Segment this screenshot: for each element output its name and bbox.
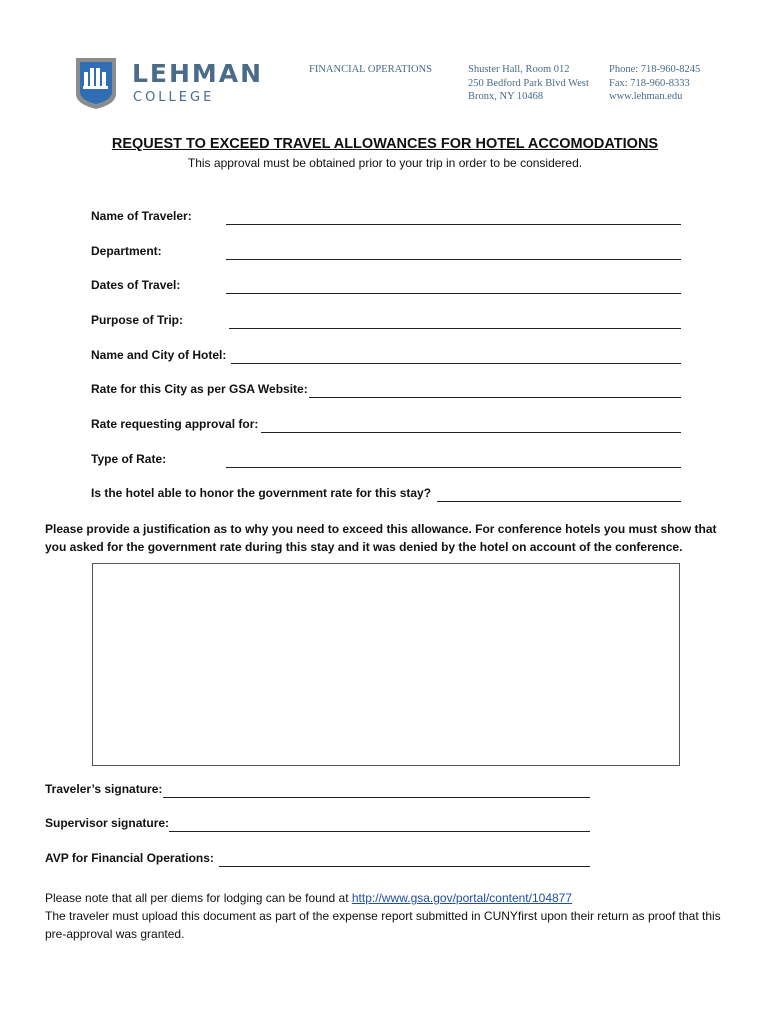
traveler-signature-line[interactable] xyxy=(163,797,590,798)
dates-input[interactable] xyxy=(226,293,681,294)
note-upload-instructions: The traveler must upload this document as part of the expense report submitted in CUNYfirst upon their return as proof that this pre-approval was granted. xyxy=(45,909,721,941)
purpose-input[interactable] xyxy=(229,328,681,329)
logo-subtitle: COLLEGE xyxy=(133,90,215,105)
gsa-rate-field xyxy=(91,382,681,398)
field-label: Purpose of Trip: xyxy=(91,313,184,327)
form-subtitle: This approval must be obtained prior to your trip in order to be considered. xyxy=(187,156,583,170)
signature-label: Traveler’s signature: xyxy=(45,782,163,796)
lehman-college-logo xyxy=(74,54,264,110)
traveler-signature-field xyxy=(45,782,590,798)
address-line: 250 Bedford Park Blvd West xyxy=(468,77,589,89)
field-label: Type of Rate: xyxy=(91,452,167,466)
lodging-note xyxy=(45,889,735,943)
gsa-rate-input[interactable] xyxy=(309,397,681,398)
avp-signature-field xyxy=(45,851,590,867)
department-name: FINANCIAL OPERATIONS xyxy=(309,64,432,75)
field-label: Rate requesting approval for: xyxy=(91,417,259,431)
note-prefix: Please note that all per diems for lodging can be found at xyxy=(45,891,352,905)
form-title: REQUEST TO EXCEED TRAVEL ALLOWANCES FOR HOTEL ACCOMODATIONS xyxy=(111,136,659,152)
hotel-field xyxy=(91,348,681,364)
department-input[interactable] xyxy=(226,259,681,260)
rate-type-input[interactable] xyxy=(226,467,681,468)
requested-rate-input[interactable] xyxy=(261,432,681,433)
field-label: Name of Traveler: xyxy=(91,209,192,223)
fax: Fax: 718-960-8333 xyxy=(609,77,690,89)
avp-signature-line[interactable] xyxy=(219,866,590,867)
header-contact xyxy=(609,63,700,104)
website: www.lehman.edu xyxy=(609,91,683,102)
gov-rate-input[interactable] xyxy=(437,501,681,502)
supervisor-signature-field xyxy=(45,816,590,832)
signature-label: AVP for Financial Operations: xyxy=(45,851,214,865)
supervisor-signature-line[interactable] xyxy=(169,831,590,832)
lehman-shield-icon xyxy=(74,54,118,110)
gov-rate-field xyxy=(91,486,681,502)
traveler-name-field xyxy=(91,209,681,225)
hotel-input[interactable] xyxy=(231,363,681,364)
field-label: Name and City of Hotel: xyxy=(91,348,227,362)
gsa-link[interactable]: http://www.gsa.gov/portal/content/104877 xyxy=(351,891,573,905)
department-field xyxy=(91,244,681,260)
field-label: Dates of Travel: xyxy=(91,278,181,292)
address-line: Shuster Hall, Room 012 xyxy=(468,64,570,75)
field-label: Department: xyxy=(91,244,162,258)
field-label: Rate for this City as per GSA Website: xyxy=(91,382,308,396)
requested-rate-field xyxy=(91,417,681,433)
field-label: Is the hotel able to honor the government rate for this stay? xyxy=(91,486,432,500)
address-line: Bronx, NY 10468 xyxy=(468,91,544,102)
traveler-name-input[interactable] xyxy=(226,224,681,225)
justification-instructions: Please provide a justification as to why you need to exceed this allowance. For conference hotels you must show that you asked for the government rate during this stay and it was denied by the hotel on account of the conference. xyxy=(45,522,717,554)
purpose-field xyxy=(91,313,681,329)
dates-field xyxy=(91,278,681,294)
phone: Phone: 718-960-8245 xyxy=(609,64,701,75)
header-department xyxy=(309,63,432,77)
logo-name: LEHMAN xyxy=(132,59,264,88)
justification-textbox[interactable] xyxy=(92,563,680,766)
header-address xyxy=(468,63,589,104)
signature-label: Supervisor signature: xyxy=(45,816,170,830)
rate-type-field xyxy=(91,452,681,468)
